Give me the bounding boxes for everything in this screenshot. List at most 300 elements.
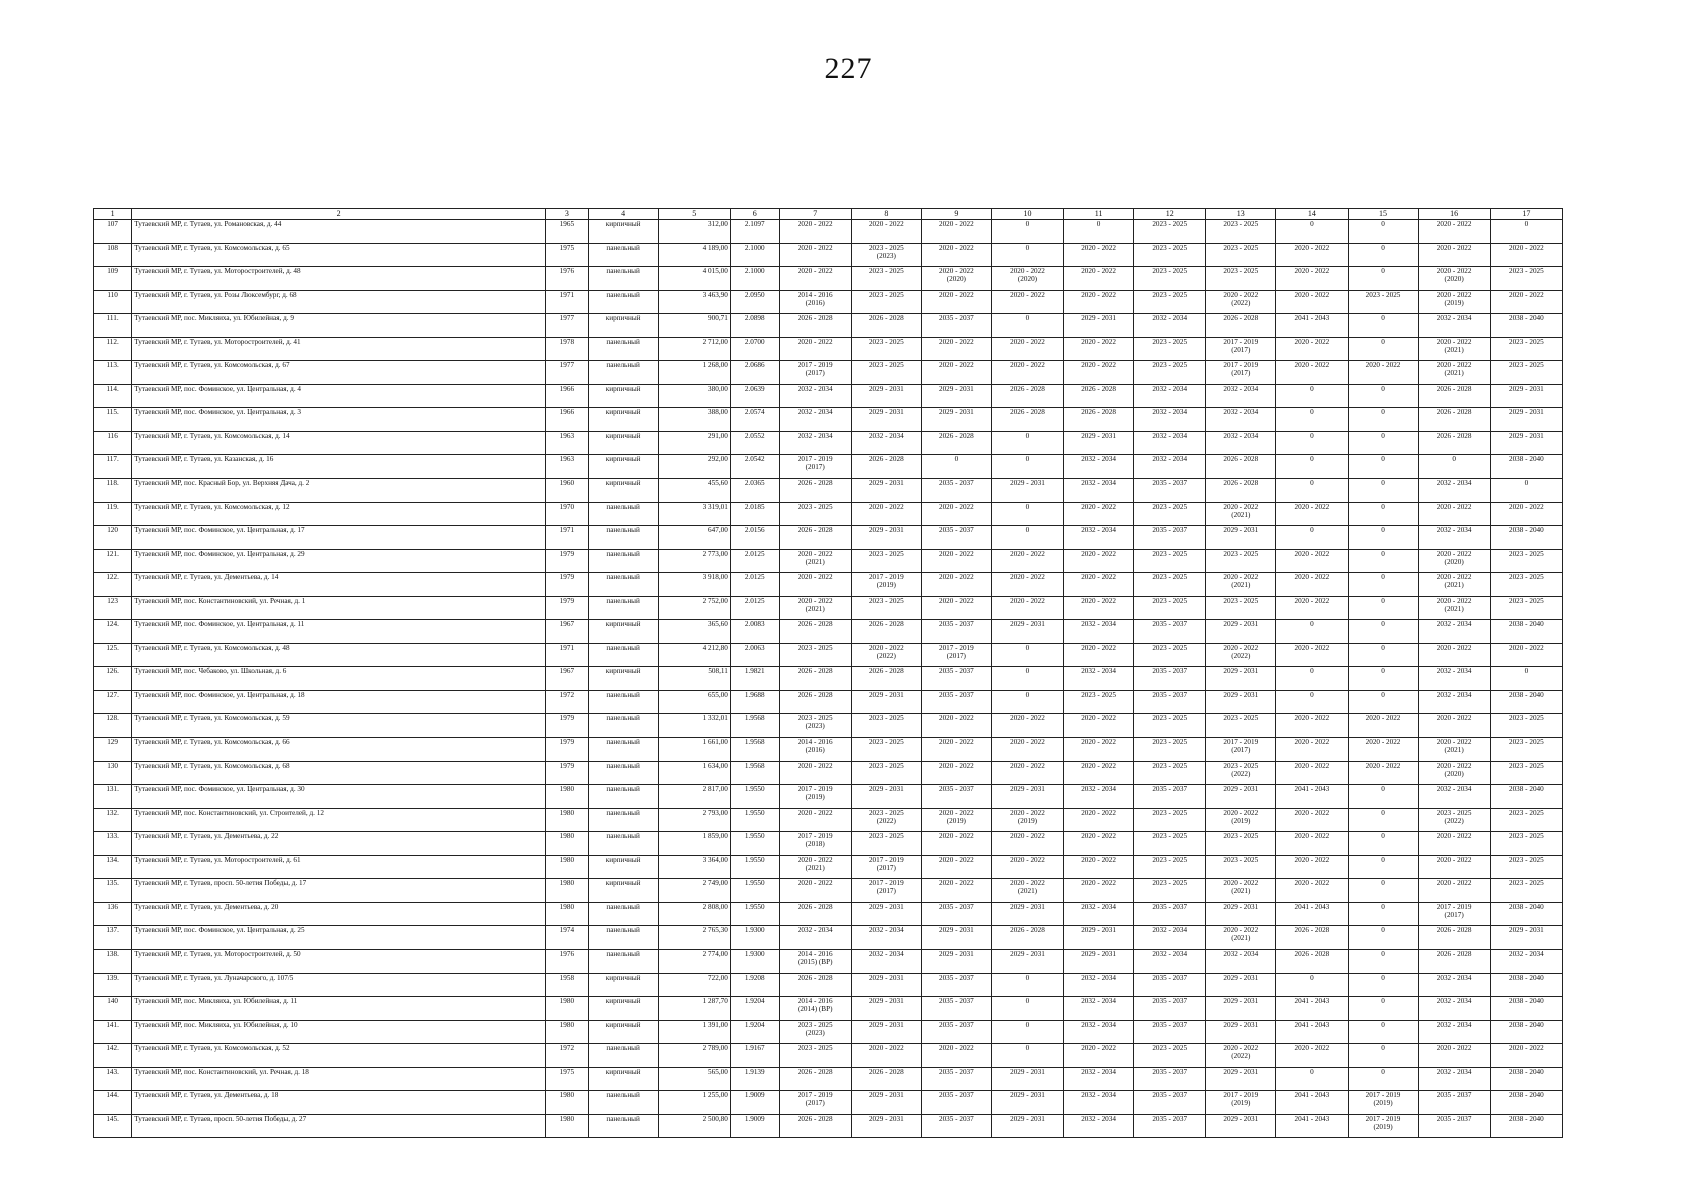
coefficient-cell: 2.0542 xyxy=(730,455,779,479)
row-number-cell: 114. xyxy=(94,384,132,408)
repair-period-cell: 0 xyxy=(1418,455,1490,479)
repair-period-cell: 2035 - 2037 xyxy=(921,902,991,926)
repair-period-cell: 2035 - 2037 xyxy=(921,1114,991,1138)
repair-period-cell: 2023 - 2025 xyxy=(1490,832,1562,856)
wall-material-cell: панельный xyxy=(588,596,658,620)
repair-period-cell: 2023 - 2025 (2022) xyxy=(1206,761,1276,785)
repair-period-cell: 2020 - 2022 xyxy=(1064,643,1134,667)
column-number-17: 17 xyxy=(1490,209,1562,220)
column-number-5: 5 xyxy=(658,209,730,220)
repair-period-cell: 0 xyxy=(1348,1020,1418,1044)
repair-period-cell: 2023 - 2025 xyxy=(1490,267,1562,291)
column-number-3: 3 xyxy=(546,209,588,220)
year-built-cell: 1980 xyxy=(546,1114,588,1138)
repair-period-cell: 2029 - 2031 xyxy=(1490,408,1562,432)
repair-period-cell: 0 xyxy=(991,997,1063,1021)
repair-period-cell: 0 xyxy=(991,1020,1063,1044)
repair-period-cell: 2020 - 2022 (2021) xyxy=(1206,573,1276,597)
address-cell: Тутаевский МР, г. Тутаев, ул. Моторостроителей, д. 41 xyxy=(132,337,546,361)
repair-period-cell: 2032 - 2034 xyxy=(779,431,851,455)
wall-material-cell: кирпичный xyxy=(588,667,658,691)
repair-period-cell: 2041 - 2043 xyxy=(1276,902,1348,926)
repair-period-cell: 2035 - 2037 xyxy=(921,1091,991,1115)
table-row xyxy=(94,761,1563,785)
repair-period-cell: 2035 - 2037 xyxy=(921,620,991,644)
year-built-cell: 1980 xyxy=(546,855,588,879)
repair-period-cell: 2020 - 2022 xyxy=(1064,879,1134,903)
coefficient-cell: 2.0639 xyxy=(730,384,779,408)
repair-period-cell: 2029 - 2031 xyxy=(991,785,1063,809)
repair-period-cell: 2032 - 2034 xyxy=(1064,785,1134,809)
repair-period-cell: 2020 - 2022 xyxy=(1418,855,1490,879)
repair-period-cell: 2020 - 2022 xyxy=(1490,290,1562,314)
repair-period-cell: 2020 - 2022 xyxy=(991,290,1063,314)
repair-period-cell: 2026 - 2028 xyxy=(1418,384,1490,408)
wall-material-cell: панельный xyxy=(588,1044,658,1068)
wall-material-cell: панельный xyxy=(588,573,658,597)
repair-period-cell: 2020 - 2022 xyxy=(991,855,1063,879)
repair-period-cell: 2023 - 2025 xyxy=(1206,832,1276,856)
year-built-cell: 1966 xyxy=(546,408,588,432)
repair-period-cell: 2032 - 2034 xyxy=(1206,431,1276,455)
repair-period-cell: 2032 - 2034 xyxy=(1418,785,1490,809)
row-number-cell: 125. xyxy=(94,643,132,667)
repair-period-cell: 2020 - 2022 xyxy=(991,738,1063,762)
repair-period-cell: 2017 - 2019 (2017) xyxy=(1418,902,1490,926)
repair-period-cell: 2020 - 2022 xyxy=(1418,643,1490,667)
address-cell: Тутаевский МР, г. Тутаев, ул. Комсомольская, д. 66 xyxy=(132,738,546,762)
repair-period-cell: 2020 - 2022 xyxy=(1276,879,1348,903)
coefficient-cell: 1.9009 xyxy=(730,1091,779,1115)
coefficient-cell: 2.0125 xyxy=(730,549,779,573)
repair-period-cell: 2020 - 2022 xyxy=(779,267,851,291)
year-built-cell: 1979 xyxy=(546,761,588,785)
repair-period-cell: 2020 - 2022 xyxy=(1276,832,1348,856)
row-number-cell: 138. xyxy=(94,949,132,973)
repair-period-cell: 0 xyxy=(1348,855,1418,879)
repair-period-cell: 2032 - 2034 xyxy=(1064,997,1134,1021)
repair-period-cell: 2032 - 2034 xyxy=(1418,667,1490,691)
coefficient-cell: 2.0125 xyxy=(730,596,779,620)
repair-period-cell: 2029 - 2031 xyxy=(851,1020,921,1044)
repair-period-cell: 2032 - 2034 xyxy=(1064,1114,1134,1138)
table-row xyxy=(94,832,1563,856)
row-number-cell: 119. xyxy=(94,502,132,526)
repair-period-cell: 2020 - 2022 xyxy=(779,879,851,903)
wall-material-cell: кирпичный xyxy=(588,1020,658,1044)
repair-period-cell: 2020 - 2022 xyxy=(921,714,991,738)
repair-period-cell: 2029 - 2031 xyxy=(1206,526,1276,550)
repair-period-cell: 2041 - 2043 xyxy=(1276,785,1348,809)
repair-period-cell: 0 xyxy=(921,455,991,479)
coefficient-cell: 2.0700 xyxy=(730,337,779,361)
table-row xyxy=(94,714,1563,738)
coefficient-cell: 1.9568 xyxy=(730,738,779,762)
repair-period-cell: 2020 - 2022 (2020) xyxy=(991,267,1063,291)
repair-period-cell: 2029 - 2031 xyxy=(1490,384,1562,408)
repair-period-cell: 2020 - 2022 xyxy=(921,502,991,526)
repair-period-cell: 2029 - 2031 xyxy=(1206,1020,1276,1044)
repair-period-cell: 0 xyxy=(1348,643,1418,667)
year-built-cell: 1979 xyxy=(546,573,588,597)
repair-period-cell: 2029 - 2031 xyxy=(851,973,921,997)
repair-period-cell: 0 xyxy=(1348,573,1418,597)
repair-period-cell: 2023 - 2025 xyxy=(851,738,921,762)
repair-period-cell: 2023 - 2025 xyxy=(1134,808,1206,832)
repair-period-cell: 2017 - 2019 (2019) xyxy=(779,785,851,809)
repair-period-cell: 2032 - 2034 xyxy=(1064,620,1134,644)
wall-material-cell: панельный xyxy=(588,808,658,832)
repair-period-cell: 2023 - 2025 xyxy=(1134,643,1206,667)
repair-period-cell: 2020 - 2022 xyxy=(921,761,991,785)
area-cell: 2 817,00 xyxy=(658,785,730,809)
repair-period-cell: 2020 - 2022 xyxy=(1276,738,1348,762)
repair-period-cell: 2032 - 2034 xyxy=(1134,949,1206,973)
repair-period-cell: 2029 - 2031 xyxy=(1064,314,1134,338)
repair-period-cell: 2023 - 2025 xyxy=(1134,220,1206,244)
repair-period-cell: 2014 - 2016 (2014) (ВР) xyxy=(779,997,851,1021)
repair-period-cell: 2029 - 2031 xyxy=(921,926,991,950)
repair-period-cell: 2035 - 2037 xyxy=(921,1067,991,1091)
repair-period-cell: 2020 - 2022 xyxy=(991,549,1063,573)
repair-period-cell: 2035 - 2037 xyxy=(1134,973,1206,997)
repair-period-cell: 2023 - 2025 xyxy=(851,361,921,385)
repair-period-cell: 0 xyxy=(1348,879,1418,903)
repair-period-cell: 2026 - 2028 xyxy=(1206,455,1276,479)
repair-period-cell: 0 xyxy=(1276,455,1348,479)
table-row xyxy=(94,220,1563,244)
repair-period-cell: 2029 - 2031 xyxy=(921,384,991,408)
row-number-cell: 123 xyxy=(94,596,132,620)
coefficient-cell: 2.0083 xyxy=(730,620,779,644)
repair-period-cell: 2017 - 2019 (2019) xyxy=(851,573,921,597)
repair-period-cell: 0 xyxy=(1276,479,1348,503)
repair-period-cell: 2029 - 2031 xyxy=(1490,431,1562,455)
area-cell: 2 712,00 xyxy=(658,337,730,361)
table-row xyxy=(94,738,1563,762)
repair-period-cell: 2035 - 2037 xyxy=(921,997,991,1021)
repair-period-cell: 2026 - 2028 xyxy=(1064,408,1134,432)
repair-period-cell: 2029 - 2031 xyxy=(851,1091,921,1115)
repair-period-cell: 0 xyxy=(1348,949,1418,973)
repair-period-cell: 2020 - 2022 (2019) xyxy=(1418,290,1490,314)
repair-period-cell: 2032 - 2034 xyxy=(779,408,851,432)
repair-period-cell: 2035 - 2037 xyxy=(921,785,991,809)
repair-period-cell: 2032 - 2034 xyxy=(779,384,851,408)
repair-period-cell: 2023 - 2025 xyxy=(779,643,851,667)
wall-material-cell: панельный xyxy=(588,761,658,785)
repair-period-cell: 2020 - 2022 xyxy=(991,361,1063,385)
repair-period-cell: 2026 - 2028 xyxy=(991,408,1063,432)
repair-period-cell: 0 xyxy=(991,667,1063,691)
repair-period-cell: 2017 - 2019 (2017) xyxy=(921,643,991,667)
address-cell: Тутаевский МР, г. Тутаев, ул. Дементьева, д. 18 xyxy=(132,1091,546,1115)
column-number-13: 13 xyxy=(1206,209,1276,220)
repair-period-cell: 2023 - 2025 xyxy=(1134,596,1206,620)
repair-period-cell: 2038 - 2040 xyxy=(1490,620,1562,644)
repair-period-cell: 2029 - 2031 xyxy=(1206,667,1276,691)
repair-period-cell: 2023 - 2025 xyxy=(851,761,921,785)
table-row xyxy=(94,431,1563,455)
repair-period-cell: 0 xyxy=(1348,596,1418,620)
address-cell: Тутаевский МР, г. Тутаев, просп. 50-летия Победы, д. 27 xyxy=(132,1114,546,1138)
row-number-cell: 128. xyxy=(94,714,132,738)
repair-period-cell: 2029 - 2031 xyxy=(1064,949,1134,973)
repair-period-cell: 2020 - 2022 xyxy=(921,243,991,267)
repair-period-cell: 2020 - 2022 (2022) xyxy=(1206,1044,1276,1068)
repair-period-cell: 2014 - 2016 (2015) (ВР) xyxy=(779,949,851,973)
address-cell: Тутаевский МР, г. Тутаев, ул. Комсомольская, д. 48 xyxy=(132,643,546,667)
row-number-cell: 132. xyxy=(94,808,132,832)
repair-period-cell: 0 xyxy=(1276,690,1348,714)
repair-period-cell: 2020 - 2022 xyxy=(851,502,921,526)
repair-period-cell: 2020 - 2022 xyxy=(851,1044,921,1068)
address-cell: Тутаевский МР, г. Тутаев, ул. Комсомольская, д. 59 xyxy=(132,714,546,738)
repair-period-cell: 2020 - 2022 (2022) xyxy=(1206,290,1276,314)
repair-period-cell: 2029 - 2031 xyxy=(851,479,921,503)
repair-period-cell: 2020 - 2022 xyxy=(779,337,851,361)
column-number-9: 9 xyxy=(921,209,991,220)
coefficient-cell: 1.9167 xyxy=(730,1044,779,1068)
wall-material-cell: панельный xyxy=(588,1091,658,1115)
repair-period-cell: 0 xyxy=(1348,479,1418,503)
row-number-cell: 112. xyxy=(94,337,132,361)
repair-period-cell: 0 xyxy=(1064,220,1134,244)
repair-period-cell: 0 xyxy=(1276,408,1348,432)
repair-period-cell: 2020 - 2022 xyxy=(1418,714,1490,738)
area-cell: 1 661,00 xyxy=(658,738,730,762)
address-cell: Тутаевский МР, пос. Микляиха, ул. Юбилейная, д. 10 xyxy=(132,1020,546,1044)
repair-period-cell: 2026 - 2028 xyxy=(779,667,851,691)
area-cell: 3 364,00 xyxy=(658,855,730,879)
repair-period-cell: 2020 - 2022 xyxy=(1064,596,1134,620)
year-built-cell: 1972 xyxy=(546,690,588,714)
table-row xyxy=(94,502,1563,526)
year-built-cell: 1971 xyxy=(546,290,588,314)
row-number-cell: 124. xyxy=(94,620,132,644)
year-built-cell: 1979 xyxy=(546,738,588,762)
repair-period-cell: 0 xyxy=(1348,243,1418,267)
repair-period-cell: 2020 - 2022 xyxy=(1276,855,1348,879)
repair-period-cell: 2020 - 2022 xyxy=(1418,220,1490,244)
repair-period-cell: 2020 - 2022 (2021) xyxy=(779,596,851,620)
repair-period-cell: 2017 - 2019 (2019) xyxy=(1348,1114,1418,1138)
table-row xyxy=(94,479,1563,503)
repair-period-cell: 2023 - 2025 xyxy=(1206,596,1276,620)
repair-period-cell: 2020 - 2022 xyxy=(1276,714,1348,738)
year-built-cell: 1976 xyxy=(546,267,588,291)
repair-period-cell: 2029 - 2031 xyxy=(851,902,921,926)
repair-period-cell: 2038 - 2040 xyxy=(1490,785,1562,809)
address-cell: Тутаевский МР, г. Тутаев, ул. Комсомольская, д. 65 xyxy=(132,243,546,267)
repair-period-cell: 0 xyxy=(1348,526,1418,550)
repair-period-cell: 2038 - 2040 xyxy=(1490,1067,1562,1091)
area-cell: 647,00 xyxy=(658,526,730,550)
repair-period-cell: 2035 - 2037 xyxy=(1134,1067,1206,1091)
repair-period-cell: 2020 - 2022 xyxy=(921,549,991,573)
year-built-cell: 1974 xyxy=(546,926,588,950)
column-number-10: 10 xyxy=(991,209,1063,220)
repair-period-cell: 2026 - 2028 xyxy=(991,926,1063,950)
table-row xyxy=(94,1020,1563,1044)
repair-period-cell: 2029 - 2031 xyxy=(1206,620,1276,644)
repair-period-cell: 2023 - 2025 xyxy=(1134,714,1206,738)
table-row xyxy=(94,408,1563,432)
repair-period-cell: 2026 - 2028 xyxy=(779,1067,851,1091)
repair-period-cell: 2032 - 2034 xyxy=(1064,1091,1134,1115)
repair-period-cell: 2029 - 2031 xyxy=(851,690,921,714)
repair-period-cell: 2023 - 2025 (2023) xyxy=(779,1020,851,1044)
coefficient-cell: 1.9550 xyxy=(730,808,779,832)
repair-period-cell: 0 xyxy=(1490,667,1562,691)
area-cell: 2 793,00 xyxy=(658,808,730,832)
repair-period-cell: 2026 - 2028 xyxy=(1276,949,1348,973)
repair-period-cell: 2035 - 2037 xyxy=(921,667,991,691)
repair-period-cell: 0 xyxy=(991,502,1063,526)
repair-period-cell: 2020 - 2022 xyxy=(1276,643,1348,667)
capital-repair-schedule-table xyxy=(93,208,1563,1138)
repair-period-cell: 2020 - 2022 xyxy=(1490,1044,1562,1068)
year-built-cell: 1963 xyxy=(546,431,588,455)
area-cell: 1 268,00 xyxy=(658,361,730,385)
repair-period-cell: 2020 - 2022 xyxy=(921,337,991,361)
repair-period-cell: 2035 - 2037 xyxy=(921,973,991,997)
year-built-cell: 1979 xyxy=(546,549,588,573)
repair-period-cell: 2020 - 2022 (2020) xyxy=(1418,549,1490,573)
repair-period-cell: 2020 - 2022 xyxy=(991,761,1063,785)
repair-period-cell: 2032 - 2034 xyxy=(1064,1020,1134,1044)
repair-period-cell: 2020 - 2022 xyxy=(1490,502,1562,526)
repair-period-cell: 2041 - 2043 xyxy=(1276,1114,1348,1138)
year-built-cell: 1960 xyxy=(546,479,588,503)
address-cell: Тутаевский МР, г. Тутаев, ул. Романовская, д. 44 xyxy=(132,220,546,244)
repair-period-cell: 2017 - 2019 (2017) xyxy=(779,455,851,479)
address-cell: Тутаевский МР, г. Тутаев, ул. Дементьева, д. 22 xyxy=(132,832,546,856)
repair-period-cell: 2029 - 2031 xyxy=(991,620,1063,644)
repair-period-cell: 2032 - 2034 xyxy=(1134,408,1206,432)
repair-period-cell: 2020 - 2022 xyxy=(921,1044,991,1068)
year-built-cell: 1966 xyxy=(546,384,588,408)
repair-period-cell: 2023 - 2025 xyxy=(1490,361,1562,385)
repair-period-cell: 2023 - 2025 xyxy=(779,502,851,526)
table-row xyxy=(94,879,1563,903)
area-cell: 722,00 xyxy=(658,973,730,997)
row-number-cell: 111. xyxy=(94,314,132,338)
year-built-cell: 1965 xyxy=(546,220,588,244)
table-row xyxy=(94,808,1563,832)
repair-period-cell: 0 xyxy=(1348,502,1418,526)
row-number-cell: 135. xyxy=(94,879,132,903)
repair-period-cell: 2026 - 2028 xyxy=(1418,926,1490,950)
table-row xyxy=(94,1114,1563,1138)
repair-period-cell: 2023 - 2025 xyxy=(1134,855,1206,879)
table-row xyxy=(94,620,1563,644)
repair-period-cell: 2017 - 2019 (2019) xyxy=(1206,1091,1276,1115)
repair-period-cell: 2023 - 2025 xyxy=(1490,549,1562,573)
repair-period-cell: 0 xyxy=(1348,808,1418,832)
table-row xyxy=(94,926,1563,950)
repair-period-cell: 2020 - 2022 xyxy=(1276,573,1348,597)
repair-period-cell: 2032 - 2034 xyxy=(1064,667,1134,691)
repair-period-cell: 2020 - 2022 xyxy=(1276,290,1348,314)
year-built-cell: 1977 xyxy=(546,314,588,338)
repair-period-cell: 2020 - 2022 xyxy=(1276,243,1348,267)
repair-period-cell: 2035 - 2037 xyxy=(1134,526,1206,550)
repair-period-cell: 2029 - 2031 xyxy=(991,1114,1063,1138)
repair-period-cell: 2020 - 2022 xyxy=(1064,761,1134,785)
repair-period-cell: 2035 - 2037 xyxy=(1134,667,1206,691)
year-built-cell: 1980 xyxy=(546,832,588,856)
year-built-cell: 1975 xyxy=(546,1067,588,1091)
repair-period-cell: 0 xyxy=(1348,997,1418,1021)
row-number-cell: 115. xyxy=(94,408,132,432)
area-cell: 655,00 xyxy=(658,690,730,714)
repair-period-cell: 2032 - 2034 xyxy=(1418,620,1490,644)
repair-period-cell: 2026 - 2028 xyxy=(1064,384,1134,408)
repair-period-cell: 2023 - 2025 xyxy=(1134,738,1206,762)
repair-period-cell: 2023 - 2025 xyxy=(851,267,921,291)
repair-period-cell: 2020 - 2022 xyxy=(1064,502,1134,526)
address-cell: Тутаевский МР, пос. Красный Бор, ул. Верхняя Дача, д. 2 xyxy=(132,479,546,503)
row-number-cell: 122. xyxy=(94,573,132,597)
repair-period-cell: 2020 - 2022 xyxy=(1418,832,1490,856)
row-number-cell: 113. xyxy=(94,361,132,385)
area-cell: 3 918,00 xyxy=(658,573,730,597)
address-cell: Тутаевский МР, пос. Фоминское, ул. Центральная, д. 30 xyxy=(132,785,546,809)
wall-material-cell: панельный xyxy=(588,526,658,550)
coefficient-cell: 1.9550 xyxy=(730,879,779,903)
repair-period-cell: 2020 - 2022 xyxy=(1348,738,1418,762)
repair-period-cell: 2020 - 2022 (2021) xyxy=(779,855,851,879)
wall-material-cell: панельный xyxy=(588,290,658,314)
repair-period-cell: 2026 - 2028 xyxy=(851,455,921,479)
row-number-cell: 108 xyxy=(94,243,132,267)
address-cell: Тутаевский МР, пос. Константиновский, ул. Речная, д. 1 xyxy=(132,596,546,620)
repair-period-cell: 0 xyxy=(1348,690,1418,714)
repair-period-cell: 2023 - 2025 xyxy=(1134,267,1206,291)
repair-period-cell: 2038 - 2040 xyxy=(1490,902,1562,926)
repair-period-cell: 2020 - 2022 xyxy=(1276,337,1348,361)
coefficient-cell: 1.9550 xyxy=(730,832,779,856)
repair-period-cell: 2020 - 2022 (2021) xyxy=(1206,879,1276,903)
area-cell: 1 332,01 xyxy=(658,714,730,738)
repair-period-cell: 0 xyxy=(1348,408,1418,432)
year-built-cell: 1979 xyxy=(546,714,588,738)
repair-period-cell: 2029 - 2031 xyxy=(1064,926,1134,950)
repair-period-cell: 2023 - 2025 xyxy=(1134,761,1206,785)
repair-period-cell: 2029 - 2031 xyxy=(851,526,921,550)
table-row xyxy=(94,243,1563,267)
wall-material-cell: панельный xyxy=(588,832,658,856)
repair-period-cell: 2020 - 2022 xyxy=(921,573,991,597)
table-row xyxy=(94,361,1563,385)
repair-period-cell: 2020 - 2022 xyxy=(1064,267,1134,291)
repair-period-cell: 0 xyxy=(991,690,1063,714)
repair-period-cell: 2035 - 2037 xyxy=(1134,1091,1206,1115)
repair-period-cell: 2020 - 2022 (2021) xyxy=(991,879,1063,903)
repair-period-cell: 2032 - 2034 xyxy=(1064,479,1134,503)
repair-period-cell: 2020 - 2022 xyxy=(1276,502,1348,526)
repair-period-cell: 0 xyxy=(1348,973,1418,997)
repair-period-cell: 2032 - 2034 xyxy=(1418,1020,1490,1044)
repair-period-cell: 2026 - 2028 xyxy=(779,620,851,644)
year-built-cell: 1963 xyxy=(546,455,588,479)
address-cell: Тутаевский МР, пос. Микляиха, ул. Юбилейная, д. 9 xyxy=(132,314,546,338)
repair-period-cell: 2038 - 2040 xyxy=(1490,997,1562,1021)
repair-period-cell: 2035 - 2037 xyxy=(921,690,991,714)
area-cell: 508,11 xyxy=(658,667,730,691)
repair-period-cell: 2041 - 2043 xyxy=(1276,314,1348,338)
